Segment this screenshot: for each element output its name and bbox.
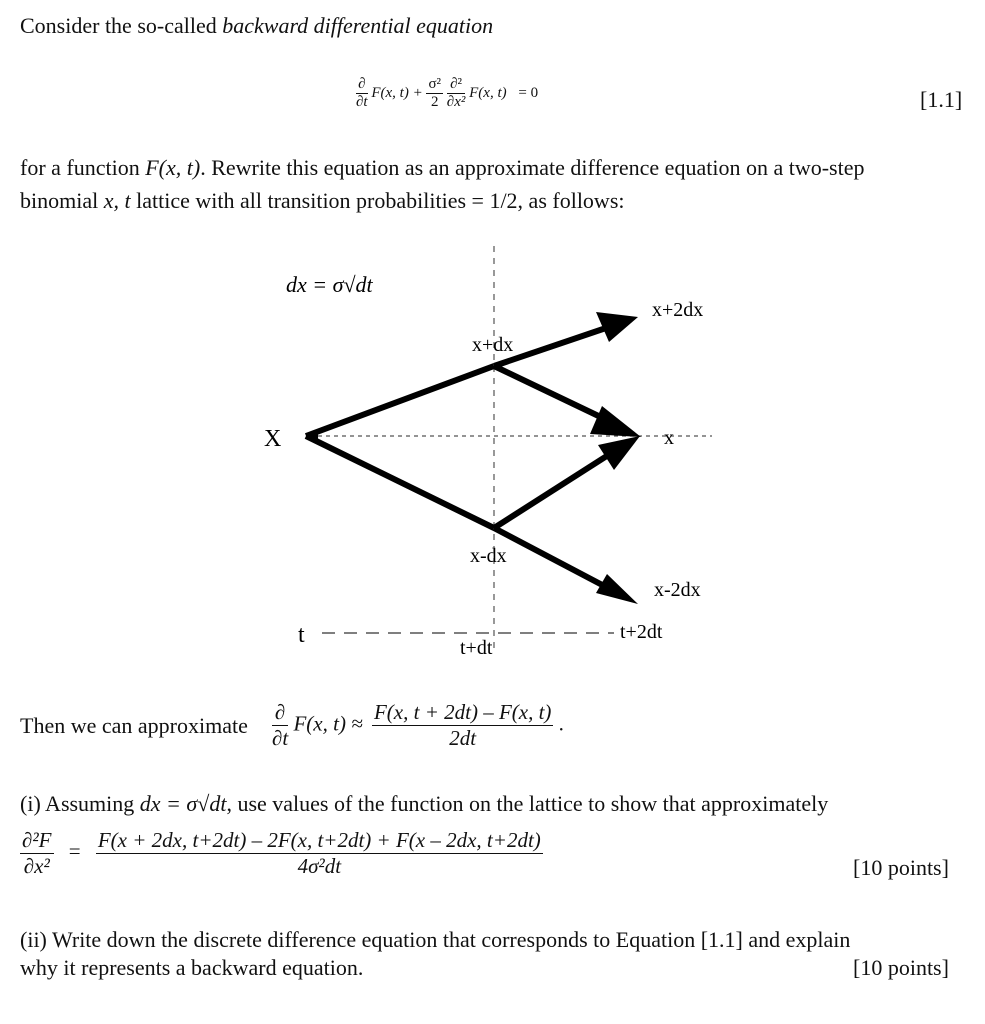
eq1-term1: F(x, t) +	[371, 84, 423, 101]
eq1-label: [1.1]	[920, 87, 963, 112]
part-ii-points: [10 points]	[853, 955, 949, 980]
x-plus-dx-label: x+dx	[472, 334, 514, 356]
para2-line1: for a function F(x, t). Rewrite this equation as an approximate difference equation on a two-step	[20, 155, 865, 180]
para2-line2: binomial x, t lattice with all transition probabilities = 1/2, as follows:	[20, 188, 625, 213]
branch-down-1	[306, 436, 494, 528]
function-f: F(x, t)	[145, 155, 201, 180]
part-i-equation	[20, 828, 543, 879]
x-start-label: X	[264, 426, 282, 452]
approx-equation: $\frac{\partial}{\partial t}$ F(x, t) ≈ $\frac{F(x, t + 2dt) - F(x, t)}{2dt}$ .	[272, 700, 564, 750]
t-plus-dt-label: t+dt	[460, 637, 493, 659]
eq1-sigma-frac: $\frac{\text{σ²}}{2}$	[428, 76, 442, 110]
approx-partial-t: $\frac{\partial}{\partial t}$	[272, 700, 289, 750]
equals-sign: =	[68, 839, 81, 864]
approx-prefix: Then we can approximate	[20, 713, 248, 738]
assumption: dx = σ√dt	[139, 791, 227, 816]
x-minus-dx-label: x-dx	[470, 545, 507, 567]
arrowhead-down-up	[598, 436, 640, 470]
eq1-partial-t: $\frac{\partial}{\partial t}$	[356, 76, 368, 110]
part-i-line: (i) Assuming dx = σ√dt, use values of the function on the lattice to show that approximately	[20, 791, 829, 816]
eq1-partial-x2: $\frac{\text{∂²}}{\text{∂x²}}$	[446, 76, 466, 110]
branch-down-up	[494, 452, 613, 528]
intro-emph: backward differential equation	[222, 13, 494, 38]
t-plus-2dt-label: t+2dt	[620, 621, 663, 643]
part-ii-line1: (ii) Write down the discrete difference equation that corresponds to Equation [1.1] and explain	[20, 927, 851, 952]
branch-up-down	[494, 366, 609, 421]
intro-prefix: Consider the so-called	[20, 13, 223, 38]
arrowhead-down-down	[596, 574, 638, 604]
part-ii-line2: why it represents a backward equation.	[20, 955, 364, 980]
x-mid-label: x	[664, 427, 674, 449]
eq1-term2: F(x, t)	[469, 84, 507, 101]
branch-down-down	[494, 528, 608, 588]
t-start-label: t	[298, 622, 305, 648]
dx-formula-label: dx = σ√dt	[286, 272, 373, 297]
approx-lhs: F(x, t) ≈	[293, 711, 363, 736]
arrowhead-up-down	[590, 406, 641, 437]
second-derivative: $\frac{\text{∂²F}}{\text{∂x²}}$	[22, 828, 52, 878]
eq1-rhs: = 0	[518, 84, 539, 101]
x-minus-2dx-label: x-2dx	[654, 579, 701, 601]
part-i-points: [10 points]	[853, 855, 949, 880]
finite-difference-fraction: $\frac{F(x + 2dx, t+2dt) - 2F(x, t+2dt) + F(x - 2dx, t+2dt)}{\text{4σ²dt}}$	[97, 828, 541, 878]
x-plus-2dx-label: x+2dx	[652, 299, 704, 321]
branch-up-1	[306, 366, 494, 436]
approx-fraction: $\frac{F(x, t + 2dt) - F(x, t)}{2dt}$	[373, 700, 552, 750]
